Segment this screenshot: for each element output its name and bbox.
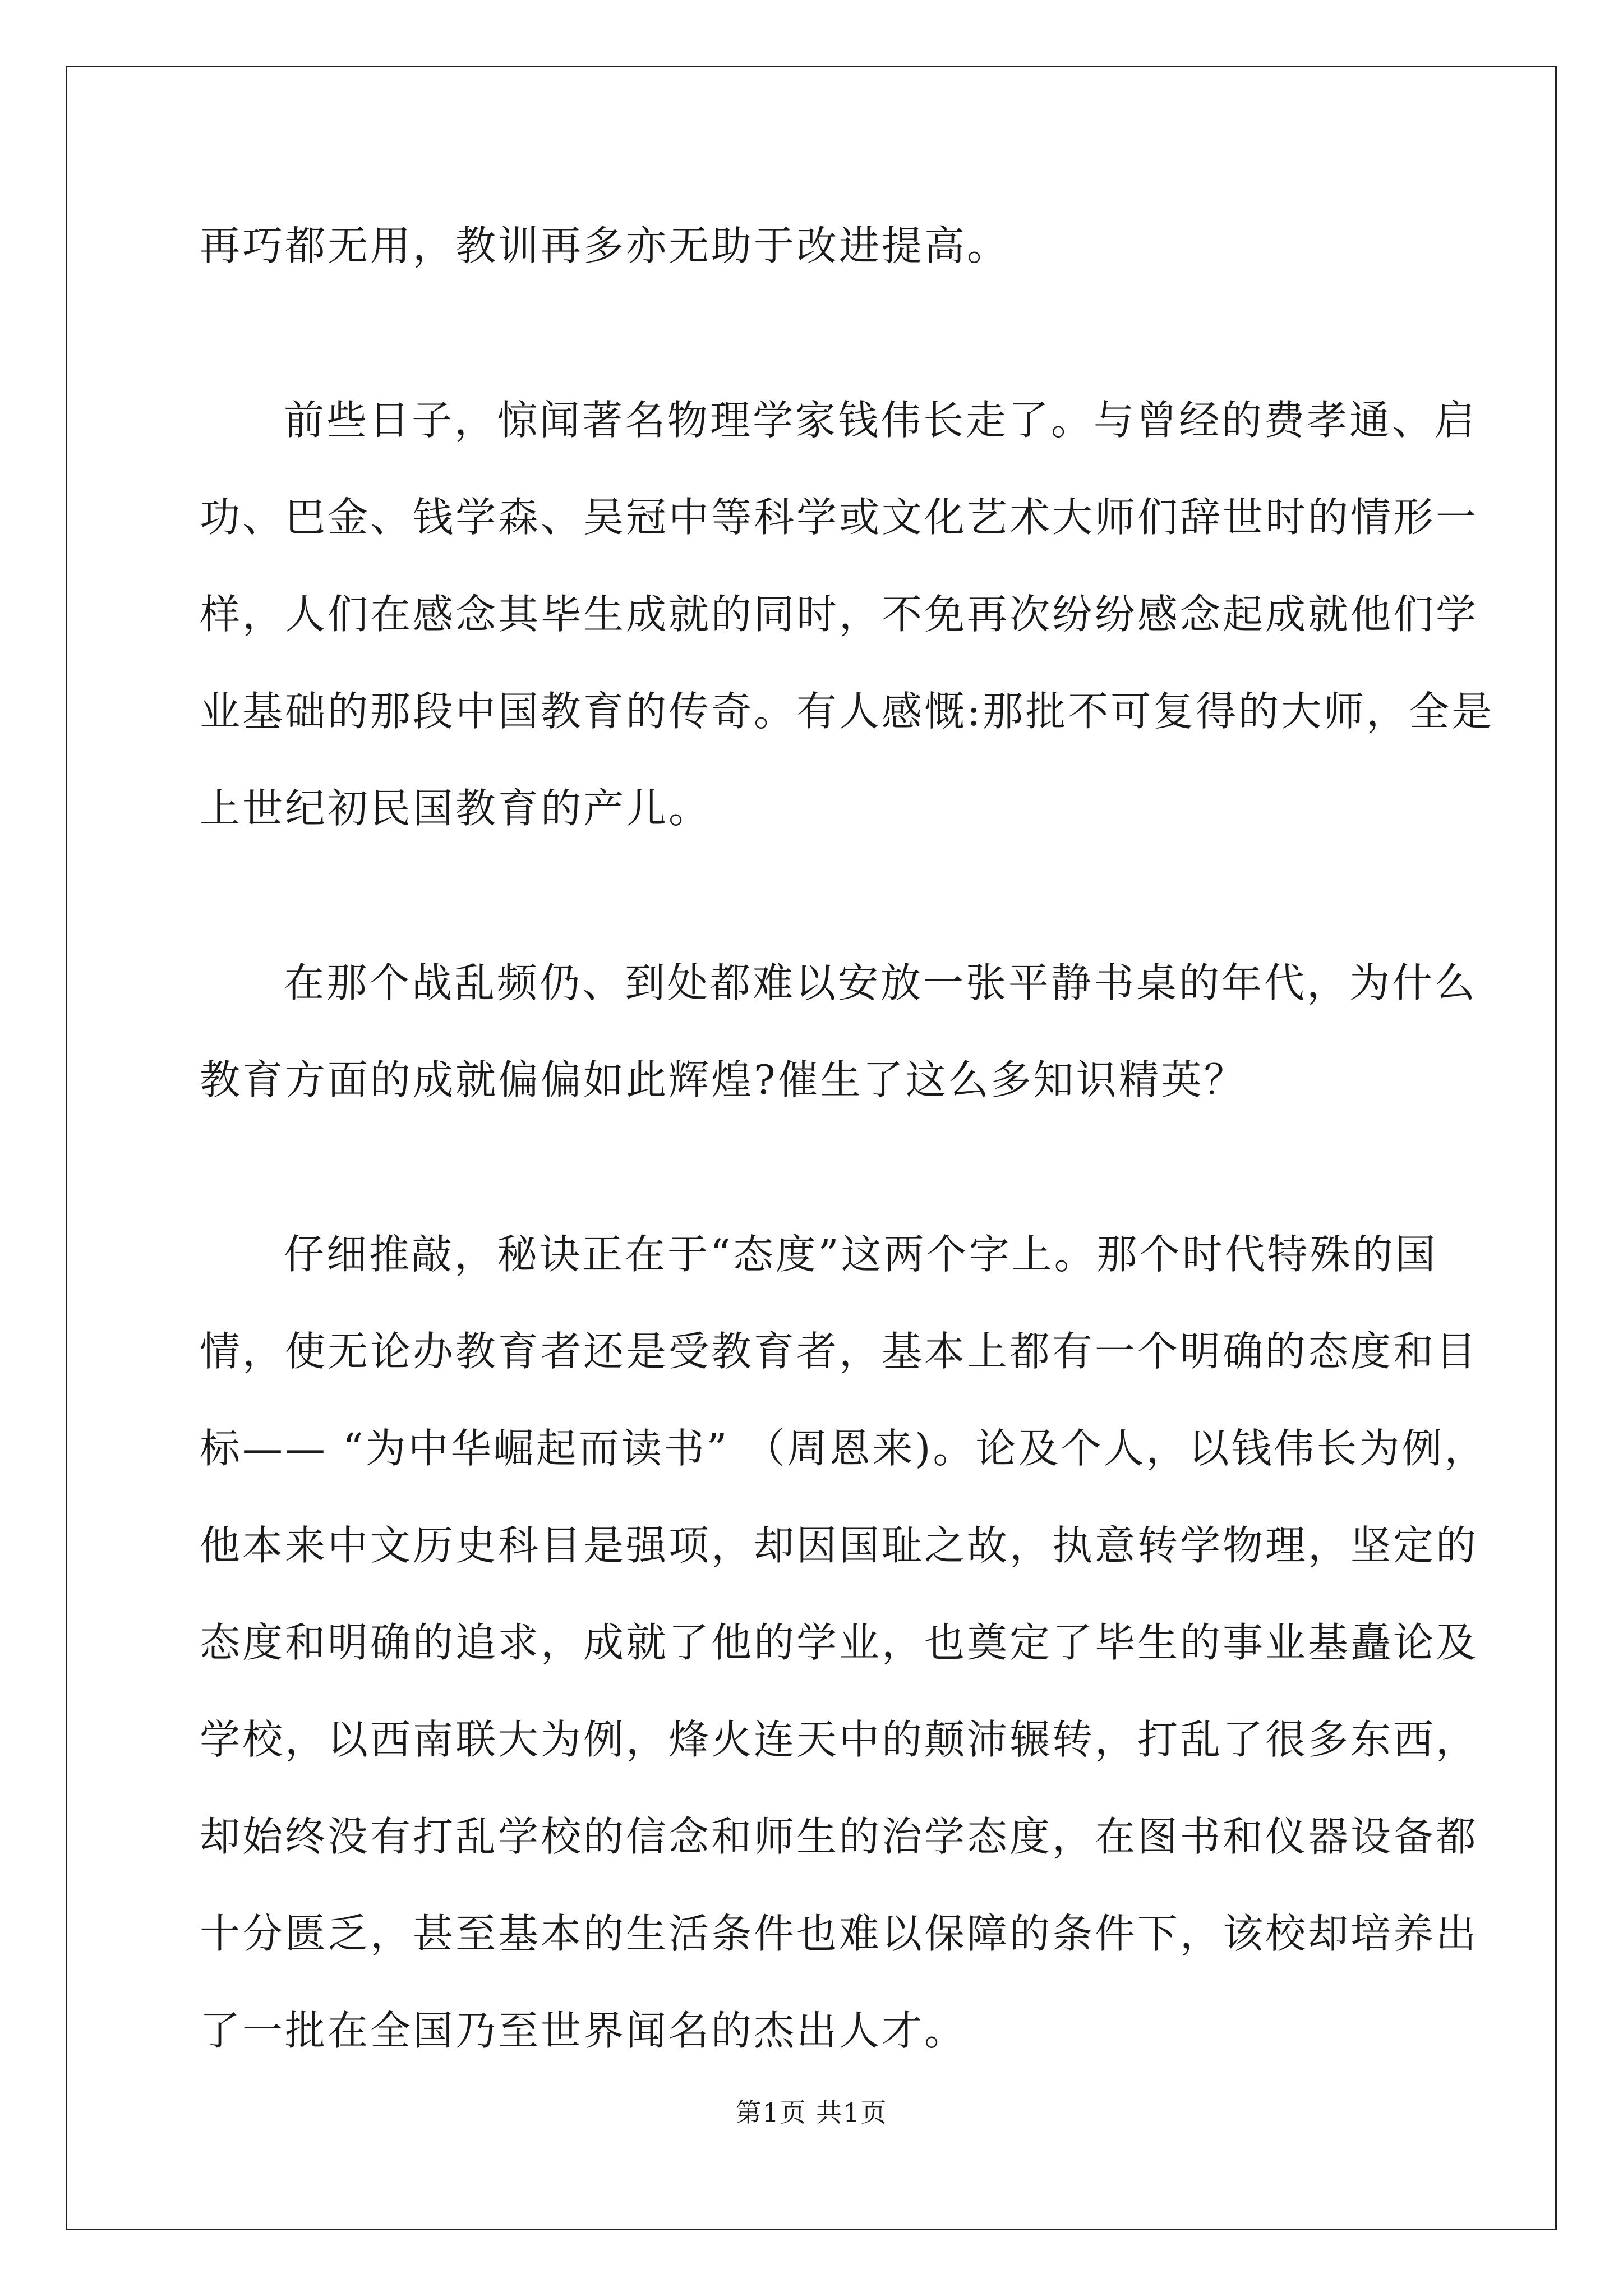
- paragraph: [200, 197, 1428, 295]
- text-line: 前些日子，惊闻著名物理学家钱伟长走了。与曾经的费孝通、启: [284, 397, 1478, 444]
- text-line: 教育方面的成就偏偏如此辉煌?催生了这么多知识精英？: [200, 1056, 1247, 1103]
- paragraph: [200, 1206, 1487, 2079]
- document-body: [200, 197, 1495, 2079]
- text-line: 却始终没有打乱学校的信念和师生的治学态度，在图书和仪器设备都: [200, 1813, 1479, 1860]
- page-footer: [0, 2092, 1623, 2129]
- text-line: 上世纪初民国教育的产儿。: [200, 785, 712, 832]
- text-line: 功、巴金、钱学森、吴冠中等科学或文化艺术大师们辞世时的情形一: [200, 494, 1479, 541]
- paragraph-gap: [200, 295, 1428, 372]
- text-line: 仔细推敲，秘诀正在于“态度”这两个字上。那个时代特殊的国: [284, 1231, 1438, 1278]
- text-line: 了一批在全国乃至世界闻名的杰出人才。: [200, 2007, 967, 2054]
- text-line: 标—— “为中华崛起而读书” （周恩来)。论及个人，以钱伟长为例，: [200, 1425, 1487, 1472]
- text-line: 态度和明确的追求，成就了他的学业，也奠定了毕生的事业基矗论及: [200, 1619, 1479, 1666]
- text-line: 在那个战乱频仍、到处都难以安放一张平静书桌的年代，为什么: [284, 959, 1478, 1006]
- paragraph-gap: [200, 857, 1428, 935]
- page-number: 第1页 共1页: [735, 2097, 888, 2128]
- paragraph-gap: [200, 1129, 1428, 1206]
- text-line: 再巧都无用，教训再多亦无助于改进提高。: [200, 222, 1010, 269]
- text-line: 他本来中文历史科目是强项，却因国耻之故，执意转学物理，坚定的: [200, 1522, 1479, 1569]
- text-line: 学校，以西南联大为例，烽火连天中的颠沛辗转，打乱了很多东西，: [200, 1716, 1479, 1763]
- paragraph: [200, 935, 1478, 1129]
- paragraph: [200, 372, 1495, 857]
- text-line: 情，使无论办教育者还是受教育者，基本上都有一个明确的态度和目: [200, 1328, 1479, 1375]
- text-line: 业基础的那段中国教育的传奇。有人感慨:那批不可复得的大师，全是: [200, 688, 1495, 735]
- text-line: 样，人们在感念其毕生成就的同时，不免再次纷纷感念起成就他们学: [200, 591, 1479, 638]
- text-line: 十分匮乏，甚至基本的生活条件也难以保障的条件下，该校却培养出: [200, 1910, 1479, 1957]
